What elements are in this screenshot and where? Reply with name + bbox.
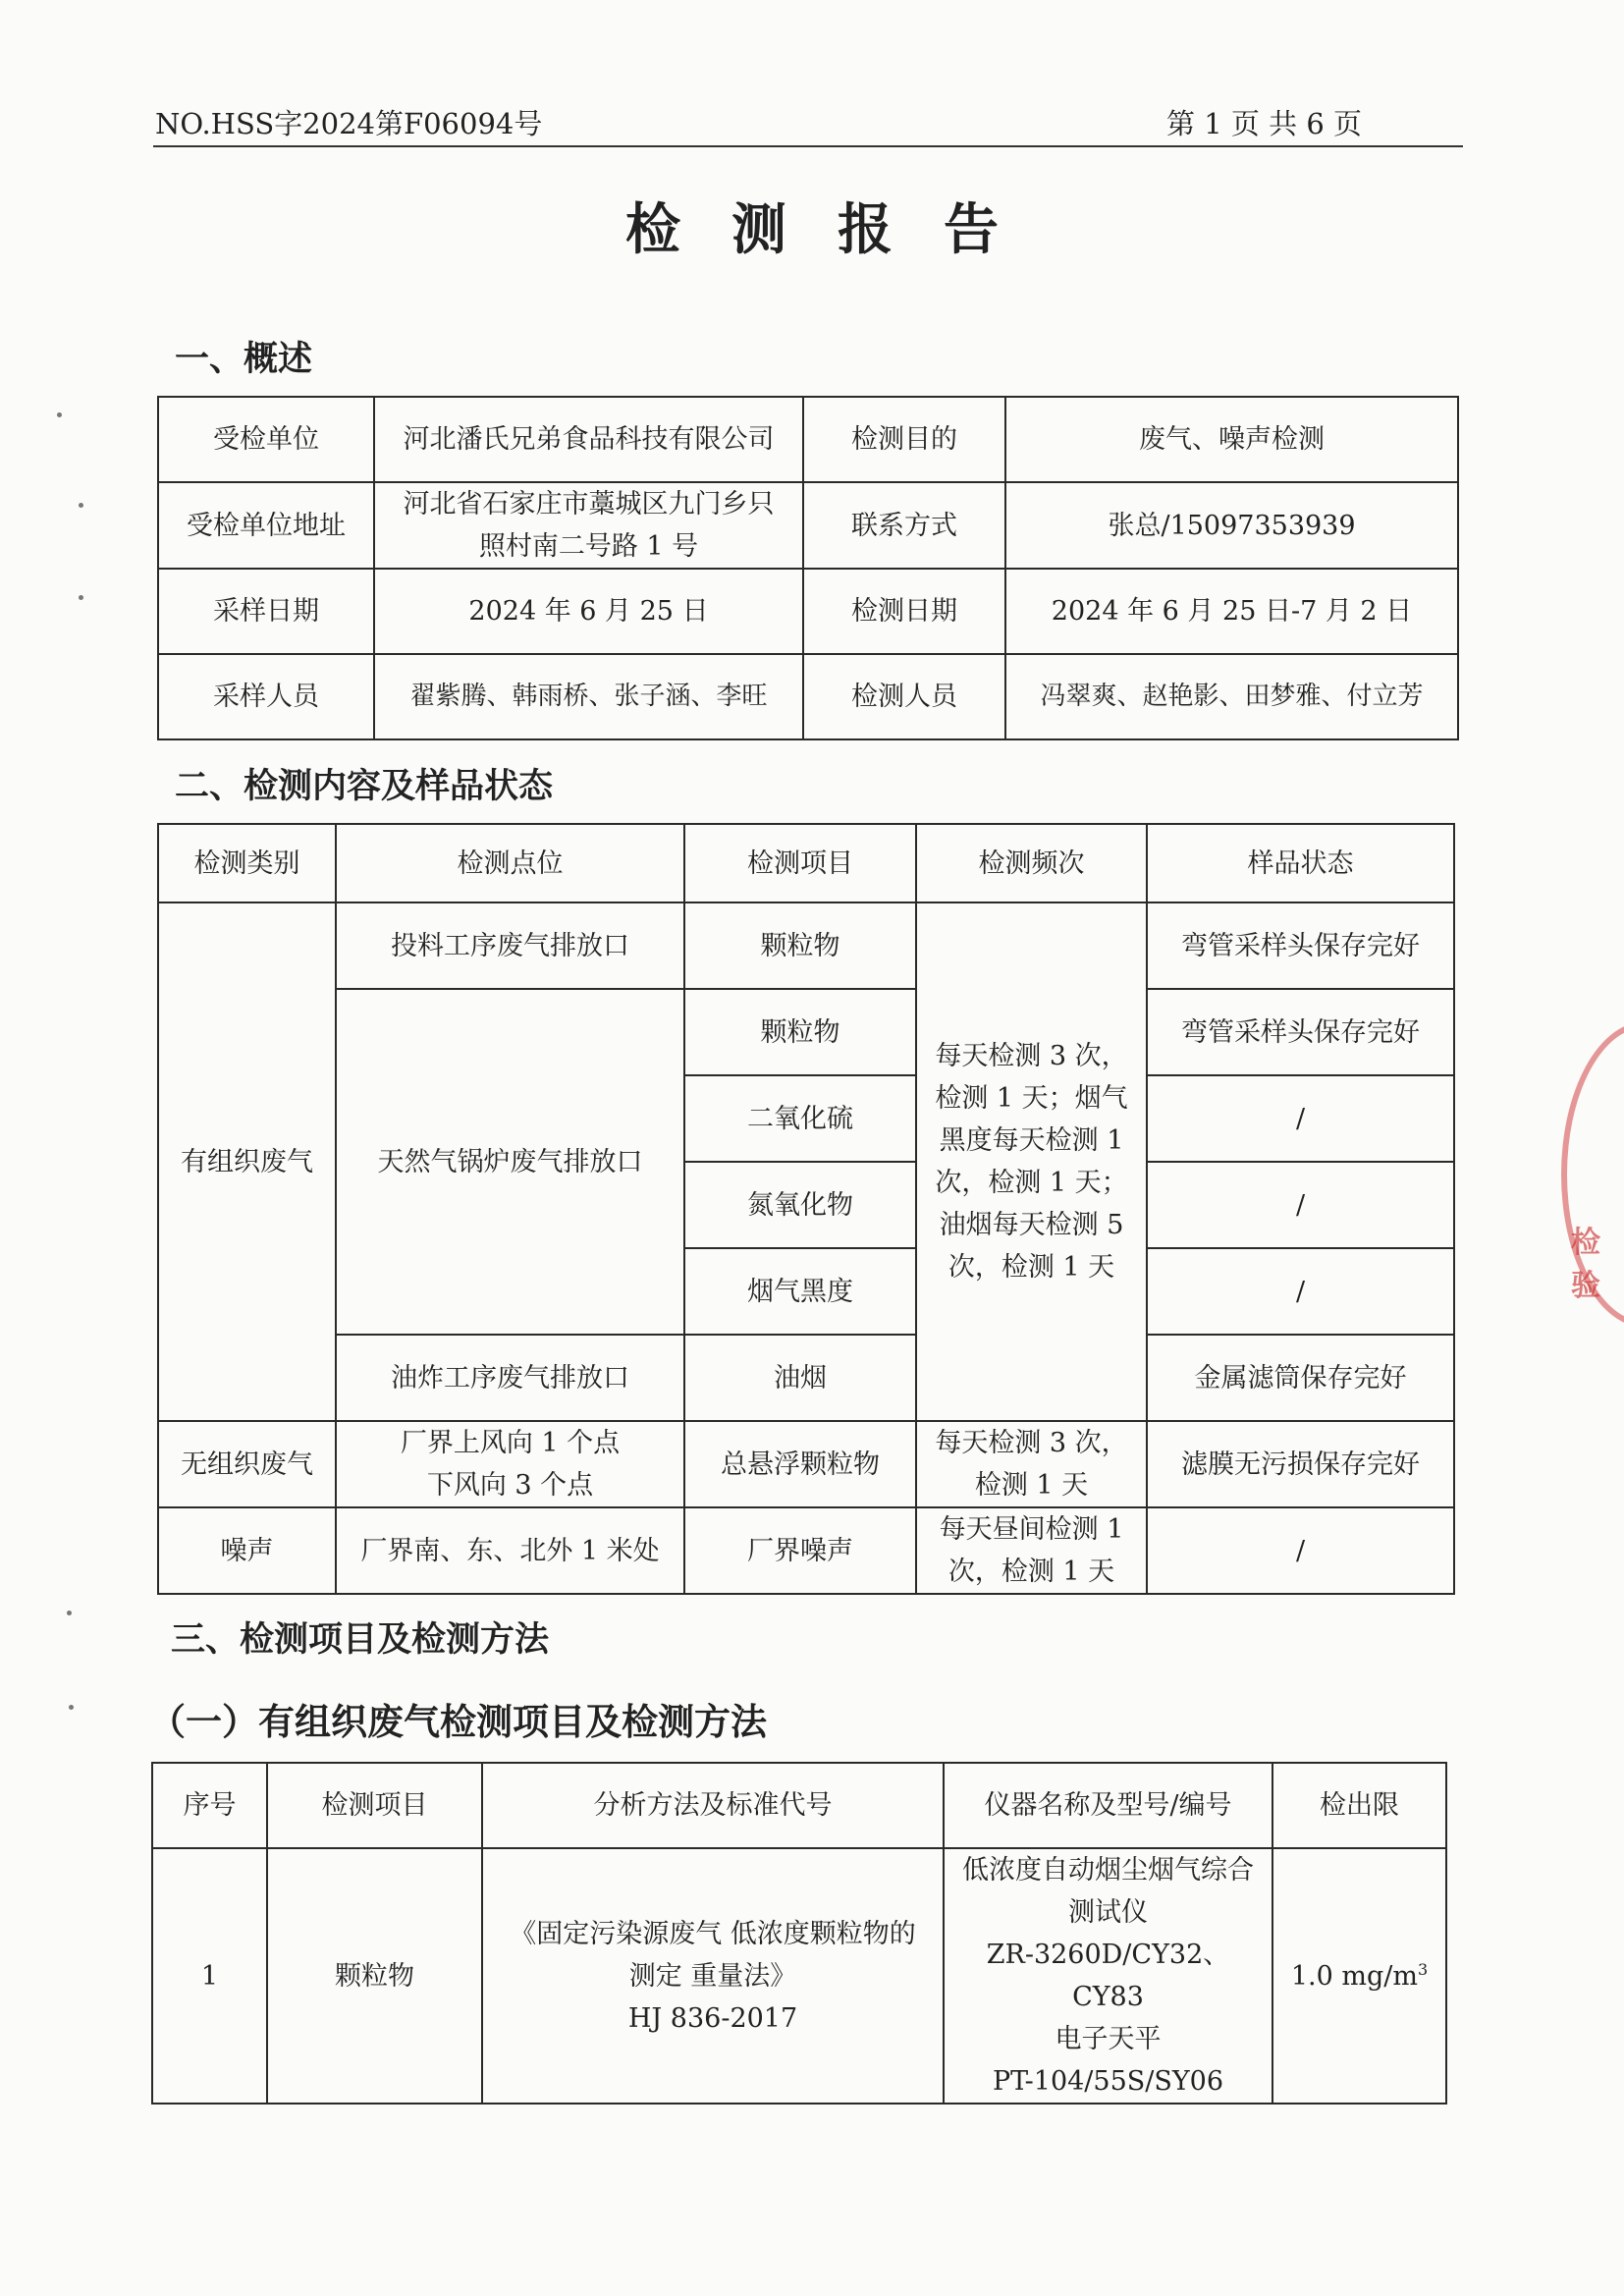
- state-cell: /: [1147, 1162, 1454, 1248]
- instrument-name: 电子天平: [1055, 2024, 1162, 2054]
- scan-speck: [69, 1705, 74, 1710]
- table-row: [152, 1848, 1446, 2104]
- limit-value: 1.0 mg/m: [1290, 1960, 1418, 1992]
- column-header: 序号: [152, 1763, 267, 1848]
- overview-value: 张总/15097353939: [1005, 482, 1458, 569]
- item-cell: 颗粒物: [267, 1848, 482, 2104]
- overview-value: 河北潘氏兄弟食品科技有限公司: [374, 397, 803, 482]
- column-header: 检测频次: [916, 824, 1147, 902]
- state-cell: 金属滤筒保存完好: [1147, 1335, 1454, 1421]
- table-row: [158, 989, 1454, 1075]
- column-header: 分析方法及标准代号: [482, 1763, 944, 1848]
- overview-value: 废气、噪声检测: [1005, 397, 1458, 482]
- item-cell: 颗粒物: [684, 902, 916, 989]
- overview-value: 河北省石家庄市藁城区九门乡只照村南二号路 1 号: [374, 482, 803, 569]
- column-header: 检测项目: [684, 824, 916, 902]
- content-table: [157, 823, 1455, 1595]
- overview-table: [157, 396, 1459, 740]
- scan-speck: [79, 595, 83, 600]
- overview-value: 冯翠爽、赵艳影、田梦雅、付立芳: [1005, 654, 1458, 739]
- state-cell: 弯管采样头保存完好: [1147, 902, 1454, 989]
- column-header: 检测点位: [336, 824, 684, 902]
- overview-label: 受检单位: [158, 397, 374, 482]
- stamp-text: 检验: [1571, 1226, 1600, 1303]
- item-cell: 氮氧化物: [684, 1162, 916, 1248]
- state-cell: /: [1147, 1507, 1454, 1594]
- item-cell: 油烟: [684, 1335, 916, 1421]
- table-row: [158, 1421, 1454, 1507]
- page-info: 第 1 页 共 6 页: [1166, 107, 1362, 140]
- overview-label: 检测目的: [803, 397, 1005, 482]
- subsection-organized-heading: （一）有组织废气检测项目及检测方法: [149, 1701, 767, 1743]
- item-cell: 总悬浮颗粒物: [684, 1421, 916, 1507]
- report-title: 检测报告: [625, 198, 1050, 262]
- overview-label: 检测日期: [803, 569, 1005, 654]
- table-row: [158, 397, 1458, 482]
- column-header: 检测类别: [158, 824, 336, 902]
- instrument-model: PT-104/55S/SY06: [992, 2066, 1224, 2097]
- row-number: 1: [152, 1848, 267, 2104]
- category-cell: 噪声: [158, 1507, 336, 1594]
- point-cell: 厂界上风向 1 个点 下风向 3 个点: [336, 1421, 684, 1507]
- overview-label: 采样日期: [158, 569, 374, 654]
- table-row: [158, 654, 1458, 739]
- item-cell: 厂界噪声: [684, 1507, 916, 1594]
- header-rule: [153, 145, 1463, 147]
- instrument-model: ZR-3260D/CY32、CY83: [986, 1940, 1230, 2012]
- table-header-row: [152, 1763, 1446, 1848]
- state-cell: /: [1147, 1248, 1454, 1335]
- overview-label: 联系方式: [803, 482, 1005, 569]
- column-header: 检出限: [1272, 1763, 1446, 1848]
- instrument-name: 低浓度自动烟尘烟气综合测试仪: [962, 1855, 1254, 1928]
- column-header: 仪器名称及型号/编号: [944, 1763, 1272, 1848]
- category-cell: 有组织废气: [158, 902, 336, 1421]
- point-cell: 油炸工序废气排放口: [336, 1335, 684, 1421]
- limit-cell: [1272, 1848, 1446, 2104]
- limit-superscript: 3: [1417, 1959, 1429, 1979]
- table-row: [158, 1507, 1454, 1594]
- column-header: 样品状态: [1147, 824, 1454, 902]
- section-overview-heading: 一、概述: [175, 340, 313, 379]
- frequency-cell: 每天昼间检测 1 次，检测 1 天: [916, 1507, 1147, 1594]
- table-row: [158, 482, 1458, 569]
- methods-table: [151, 1762, 1447, 2105]
- state-cell: 滤膜无污损保存完好: [1147, 1421, 1454, 1507]
- category-cell: 无组织废气: [158, 1421, 336, 1507]
- table-row: [158, 902, 1454, 989]
- item-cell: 烟气黑度: [684, 1248, 916, 1335]
- overview-value: 2024 年 6 月 25 日: [374, 569, 803, 654]
- section-content-heading: 二、检测内容及样品状态: [175, 767, 554, 806]
- point-cell: 厂界南、东、北外 1 米处: [336, 1507, 684, 1594]
- overview-value: 翟紫腾、韩雨桥、张子涵、李旺: [374, 654, 803, 739]
- scan-speck: [57, 412, 62, 417]
- point-cell: 天然气锅炉废气排放口: [336, 989, 684, 1335]
- scan-speck: [79, 503, 83, 508]
- section-methods-heading: 三、检测项目及检测方法: [171, 1620, 550, 1660]
- overview-label: 受检单位地址: [158, 482, 374, 569]
- instrument-cell: [944, 1848, 1272, 2104]
- frequency-cell: 每天检测 3 次，检测 1 天: [916, 1421, 1147, 1507]
- column-header: 检测项目: [267, 1763, 482, 1848]
- state-cell: /: [1147, 1075, 1454, 1162]
- table-row: [158, 1335, 1454, 1421]
- table-header-row: [158, 824, 1454, 902]
- method-cell: [482, 1848, 944, 2104]
- table-row: [158, 569, 1458, 654]
- scan-speck: [67, 1611, 72, 1615]
- item-cell: 颗粒物: [684, 989, 916, 1075]
- method-standard: HJ 836-2017: [627, 2002, 798, 2034]
- frequency-cell: 每天检测 3 次，检测 1 天；烟气黑度每天检测 1 次，检测 1 天；油烟每天检测 5 次，检测 1 天: [916, 902, 1147, 1421]
- overview-label: 采样人员: [158, 654, 374, 739]
- overview-label: 检测人员: [803, 654, 1005, 739]
- method-name: 《固定污染源废气 低浓度颗粒物的测定 重量法》: [510, 1918, 916, 1992]
- item-cell: 二氧化硫: [684, 1075, 916, 1162]
- state-cell: 弯管采样头保存完好: [1147, 989, 1454, 1075]
- overview-value: 2024 年 6 月 25 日-7 月 2 日: [1005, 569, 1458, 654]
- report-number: NO.HSS字2024第F06094号: [155, 107, 543, 140]
- point-cell: 投料工序废气排放口: [336, 902, 684, 989]
